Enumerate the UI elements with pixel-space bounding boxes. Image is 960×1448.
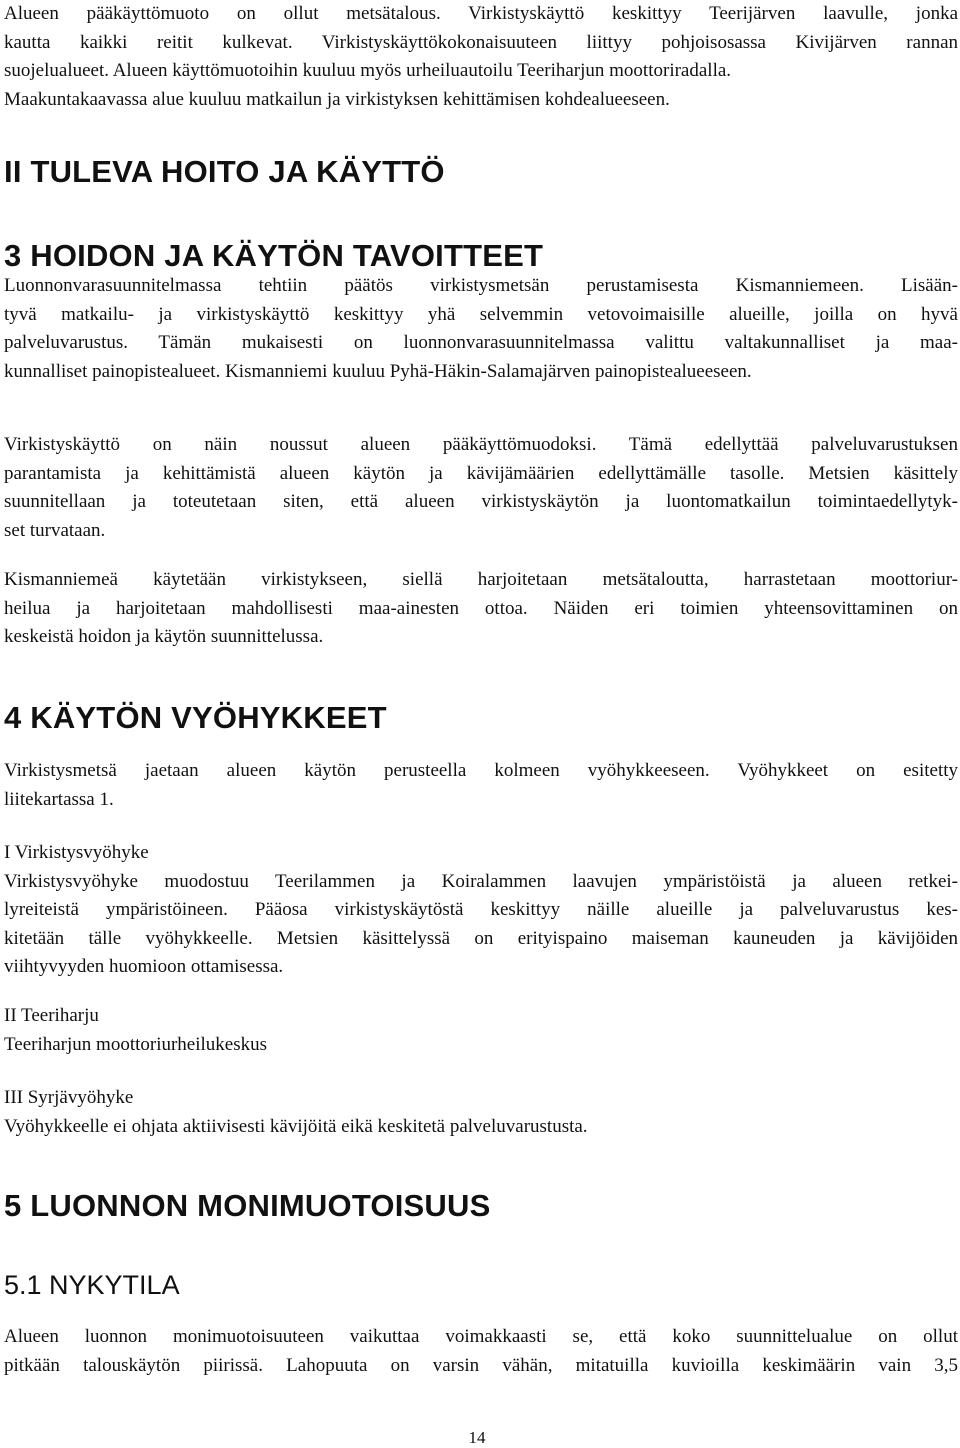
text-line: kitetään tälle vyöhykkeelle. Metsien käsittelyssä on erityispaino maiseman kauneuden ja kävijöiden xyxy=(4,927,958,949)
page-number: 14 xyxy=(468,1428,486,1447)
text-line: suojelualueet. Alueen käyttömuotoihin kuuluu myös urheiluautoilu Teeriharjun moottoriradalla. xyxy=(4,60,732,81)
text-line: Teeriharjun moottoriurheilukeskus xyxy=(4,1033,268,1055)
text-line: keskeistä hoidon ja käytön suunnittelussa. xyxy=(4,626,324,647)
text-line: pitkään talouskäytön piirissä. Lahopuuta on varsin vähän, mitatuilla kuvioilla keskimäärin vain 3,5 xyxy=(4,1354,958,1376)
text-line: Alueen luonnon monimuotoisuuteen vaikuttaa voimakkaasti se, että koko suunnittelualue on ollut xyxy=(4,1326,958,1347)
text-line: viihtyvyyden huomioon ottamisessa. xyxy=(4,956,284,977)
text-line: suunnitellaan ja toteutetaan siten, että alueen virkistyskäytön ja luontomatkailun toimintaedellytyk- xyxy=(4,491,958,512)
paragraph xyxy=(4,839,958,982)
text-line: III Syrjävyöhyke xyxy=(4,1087,134,1108)
section-heading: 5 LUONNON MONIMUOTOISUUS xyxy=(4,1188,491,1223)
paragraph xyxy=(4,431,958,545)
paragraph xyxy=(4,757,958,814)
text-line: palveluvarustus. Tämän mukaisesti on luonnonvarasuunnitelmassa valittu valtakunnalliset ja maa- xyxy=(4,332,958,353)
paragraph xyxy=(4,0,958,114)
text-line: Alueen pääkäyttömuoto on ollut metsätalous. Virkistyskäyttö keskittyy Teerijärven laavulle, jonka xyxy=(4,3,958,24)
text-line: heilua ja harjoitetaan mahdollisesti maa-ainesten ottoa. Näiden eri toimien yhteensovittaminen on xyxy=(4,597,958,619)
text-line: set turvataan. xyxy=(4,519,106,541)
text-line: parantamista ja kehittämistä alueen käytön ja kävijämäärien edellyttämälle tasolle. Metsien käsittely xyxy=(4,462,958,484)
section-heading: 3 HOIDON JA KÄYTÖN TAVOITTEET xyxy=(4,238,544,273)
text-line: I Virkistysvyöhyke xyxy=(4,842,149,863)
text-line: Luonnonvarasuunnitelmassa tehtiin päätös virkistysmetsän perustamisesta Kismanniemeen. Lisään- xyxy=(4,275,958,296)
paragraph xyxy=(4,1323,958,1380)
text-line: II Teeriharju xyxy=(4,1005,99,1026)
section-heading: 4 KÄYTÖN VYÖHYKKEET xyxy=(4,700,387,735)
paragraph xyxy=(4,566,958,652)
paragraph xyxy=(4,1084,958,1141)
text-line: Maakuntakaavassa alue kuuluu matkailun ja virkistyksen kehittämisen kohdealueeseen. xyxy=(4,88,670,110)
text-line: kunnalliset painopistealueet. Kismanniemi kuuluu Pyhä-Häkin-Salamajärven painopistealueeseen. xyxy=(4,360,752,382)
text-line: Virkistyskäyttö on näin noussut alueen pääkäyttömuodoksi. Tämä edellyttää palveluvarustuksen xyxy=(4,434,958,455)
document-page xyxy=(4,0,958,1448)
paragraph xyxy=(4,272,958,386)
text-line: lyreiteistä ympäristöineen. Pääosa virkistyskäytöstä keskittyy näille alueille ja palveluvarustus kes- xyxy=(4,899,958,920)
text-line: Kismanniemeä käytetään virkistykseen, siellä harjoitetaan metsätaloutta, harrastetaan moottoriur- xyxy=(4,569,958,590)
section-heading: II TULEVA HOITO JA KÄYTTÖ xyxy=(4,154,445,189)
text-line: liitekartassa 1. xyxy=(4,788,114,810)
paragraph xyxy=(4,1002,958,1059)
text-line: kautta kaikki reitit kulkevat. Virkistyskäyttökokonaisuuteen liittyy pohjoisosassa Kivijärven rannan xyxy=(4,31,958,53)
text-line: tyvä matkailu- ja virkistyskäyttö keskittyy yhä selvemmin vetovoimaisille alueille, joilla on hyvä xyxy=(4,303,958,325)
text-line: Vyöhykkeelle ei ohjata aktiivisesti kävijöitä eikä keskitetä palveluvarustusta. xyxy=(4,1115,588,1137)
text-line: Virkistysmetsä jaetaan alueen käytön perusteella kolmeen vyöhykkeeseen. Vyöhykkeet on esitetty xyxy=(4,760,958,781)
text-line: Virkistysvyöhyke muodostuu Teerilammen ja Koiralammen laavujen ympäristöistä ja alueen retkei- xyxy=(4,870,958,892)
section-heading: 5.1 NYKYTILA xyxy=(4,1270,180,1300)
